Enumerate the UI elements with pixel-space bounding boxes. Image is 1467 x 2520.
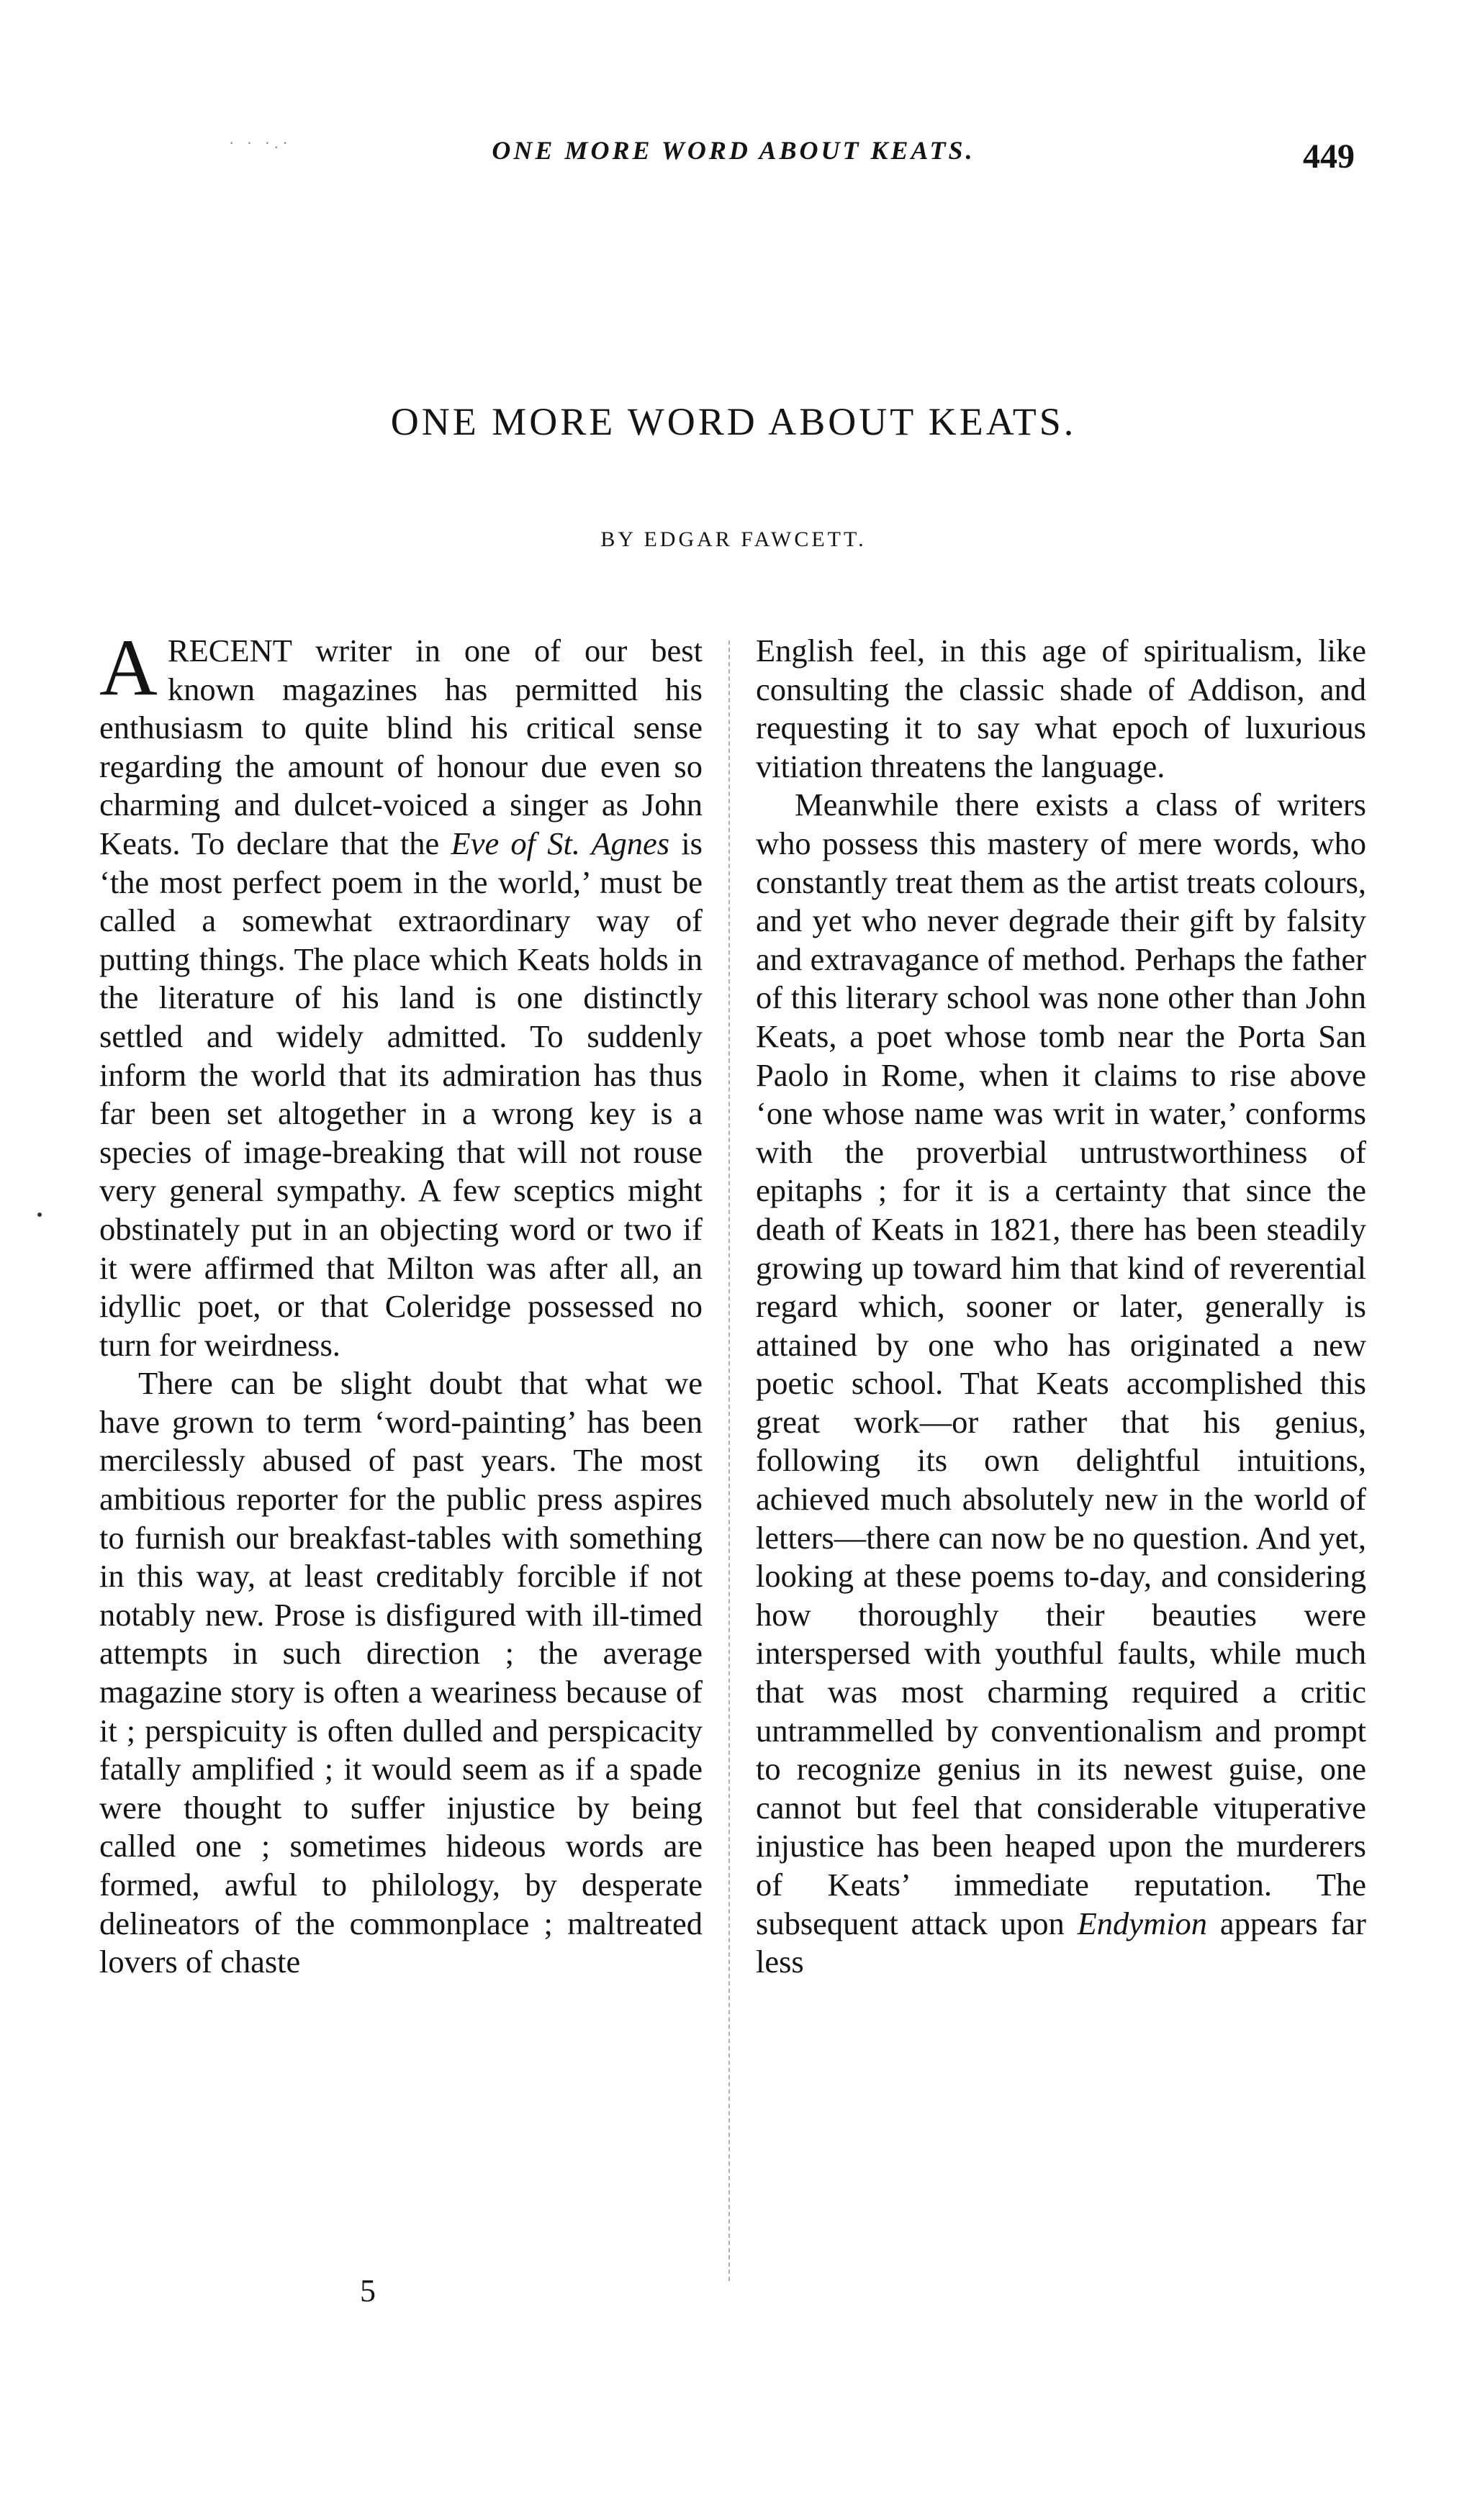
poem-title-endymion: Endymion: [1077, 1905, 1207, 1941]
margin-mark: [37, 1213, 42, 1217]
paragraph-2: There can be slight doubt that what we have grown to term ‘word-painting’ has been mercilessly abused of past years. The most ambitious reporter for the public press aspires to furnish our breakfast-tables with something in this way, at least creditably forcible if not notably new. Prose is disfigured with ill-timed attempts in such direction ; the average magazine story is often a weariness because of it ; perspicuity is often dulled and perspicacity fatally amplified ; it would seem as if a spade were thought to suffer injustice by being called one ; sometimes hideous words are formed, awful to philology, by desperate delineators of the commonplace ; maltreated lovers of chaste: [99, 1365, 703, 1980]
paragraph-4-text: Meanwhile there exists a class of writers who possess this mastery of mere words, who constantly treat them as the artist treats colours, and yet who never degrade their gift by falsity and extravagance of method. Perhaps the father of this literary school was none other than John Keats, a poet whose tomb near the Porta San Paolo in Rome, when it claims to rise above ‘one whose name was writ in water,’ conforms with the proverbial untrustworthiness of epitaphs ; for it is a certainty that since the death of Keats in 1821, there has been steadily growing up toward him that kind of reverential regard which, sooner or later, generally is attained by one who has originated a new poetic school. That Keats accomplished this great work—or rather that his genius, following its own delightful intuitions, achieved much absolutely new in the world of letters—there can now be no question. And yet, looking at these poems to-day, and considering how thoroughly their beauties were interspersed with youthful faults, while much that was most charming required a critic untrammelled by conventionalism and prompt to recognize genius in its newest guise, one cannot but feel that considerable vituperative injustice has been heaped upon the murderers of Keats’ immediate reputation. The subsequent attack upon: [756, 787, 1366, 1941]
print-specks: · · ·.·: [229, 134, 292, 152]
running-head: ONE MORE WORD ABOUT KEATS.: [492, 136, 975, 165]
article-title: ONE MORE WORD ABOUT KEATS.: [390, 400, 1077, 443]
paragraph-1-rest: is ‘the most perfect poem in the world,’ must be called a somewhat extraordinary way of putting things. The place which Keats holds in the literature of his land is one distinctly settled and widely admitted. To suddenly inform the world that its admiration has thus far been set altogether in a wrong key is a species of image-breaking that will not rouse very general sympathy. A few sceptics might obstinately put in an objecting word or two if it were affirmed that Milton was after all, an idyllic poet, or that Coleridge possessed no turn for weirdness.: [99, 825, 703, 1363]
right-column: [756, 632, 1366, 1982]
byline: BY EDGAR FAWCETT.: [600, 527, 867, 551]
paragraph-1-text: RECENT writer in one of our best known magazines has permitted his enthusiasm to quite blind his critical sense regarding the amount of honour due even so charming and dulcet-voiced a singer as John Keats. To declare that the: [99, 633, 703, 861]
poem-title-eve-of-st-agnes: Eve of St. Agnes: [451, 825, 670, 861]
signature-mark: 5: [360, 2273, 376, 2308]
column-divider: [728, 640, 730, 2281]
drop-cap: A: [99, 623, 158, 712]
paragraph-3: English feel, in this age of spiritualism, like consulting the classic shade of Addison, and requesting it to say what epoch of luxurious vitiation threatens the language.: [756, 633, 1366, 784]
paragraph-4: [756, 786, 1366, 1981]
page-number: 449: [1303, 137, 1355, 176]
left-column: [99, 623, 703, 1982]
paragraph-1: [99, 623, 703, 1364]
paragraph-4-rest: appears far less: [756, 1905, 1366, 1980]
